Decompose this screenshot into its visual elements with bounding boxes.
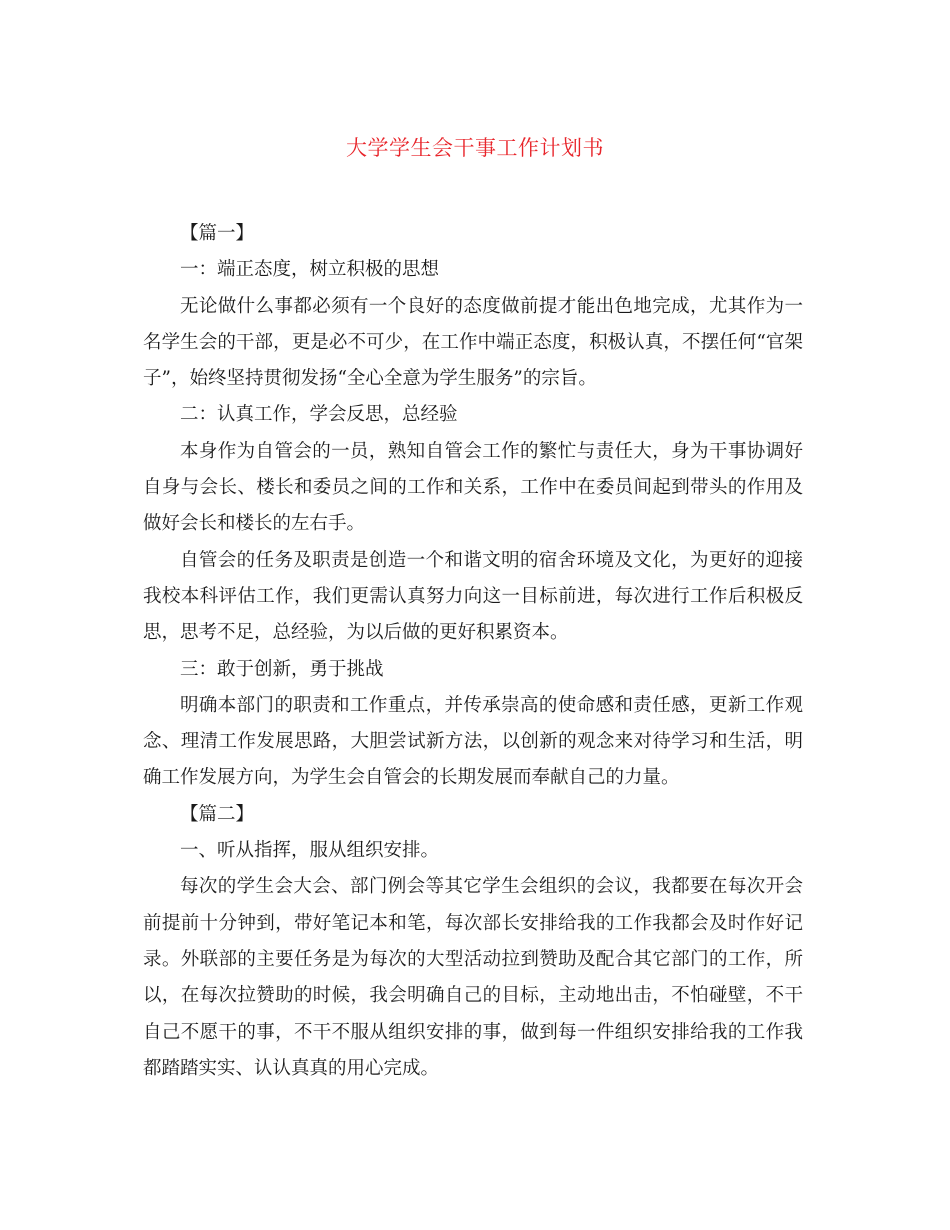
paragraph-self-management: 本身作为自管会的一员，熟知自管会工作的繁忙与责任大，身为干事协调好自身与会长、楼长和委员之间的工作和关系，工作中在委员间起到带头的作用及做好会长和楼长的左右手。 xyxy=(143,440,803,535)
document-title: 大学学生会干事工作计划书 xyxy=(346,136,604,160)
document-body xyxy=(143,216,803,1087)
section-heading-part-two: 【篇二】 xyxy=(180,803,255,825)
paragraph-attitude: 无论做什么事都必须有一个良好的态度做前提才能出色地完成，尤其作为一名学生会的干部，更是必不可少，在工作中端正态度，积极认真，不摆任何“官架子”，始终坚持贯彻发扬“全心全意为学生服务”的宗旨。 xyxy=(143,295,803,390)
section-heading-part-one: 【篇一】 xyxy=(180,223,255,244)
subheading-follow-orders: 一、听从指挥，服从组织安排。 xyxy=(180,840,440,862)
subheading-attitude: 一：端正态度，树立积极的思想 xyxy=(180,259,440,281)
subheading-innovation: 三：敢于创新，勇于挑战 xyxy=(180,658,384,680)
subheading-reflection: 二：认真工作，学会反思，总经验 xyxy=(180,404,458,426)
paragraph-innovation: 明确本部门的职责和工作重点，并传承崇高的使命感和责任感，更新工作观念、理清工作发展思路，大胆尝试新方法，以创新的观念来对待学习和生活，明确工作发展方向，为学生会自管会的长期发展而奉献自己的力量。 xyxy=(143,694,803,789)
paragraph-dormitory-duties: 自管会的任务及职责是创造一个和谐文明的宿舍环境及文化，为更好的迎接我校本科评估工作，我们更需认真努力向这一目标前进，每次进行工作后积极反思，思考不足，总经验，为以后做的更好积累资本。 xyxy=(143,549,803,644)
paragraph-meetings: 每次的学生会大会、部门例会等其它学生会组织的会议，我都要在每次开会前提前十分钟到，带好笔记本和笔，每次部长安排给我的工作我都会及时作好记录。外联部的主要任务是为每次的大型活动拉到赞助及配合其它部门的工作，所以，在每次拉赞助的时候，我会明确自己的目标，主动地出击，不怕碰壁，不干自己不愿干的事，不干不服从组织安排的事，做到每一件组织安排给我的工作我都踏踏实实、认认真真的用心完成。 xyxy=(143,876,803,1079)
